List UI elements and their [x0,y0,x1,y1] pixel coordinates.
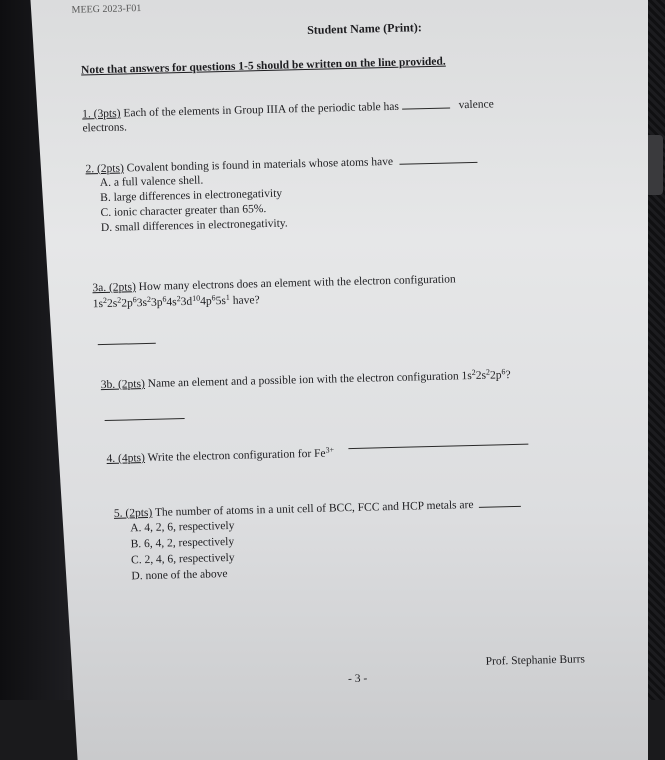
question-5-answer-line[interactable] [478,496,520,508]
question-1-label: 1. (3pts) [82,107,121,121]
question-2-answer-line[interactable] [400,152,478,165]
instructions-note: Note that answers for questions 1-5 should be written on the line provided. [80,55,446,77]
question-2-option-c: C. ionic character greater than 65%. [100,203,267,220]
question-1-answer-line[interactable] [402,97,450,109]
question-1-text-valence: valence [458,98,494,112]
question-4-answer-line[interactable] [348,444,528,449]
question-2-label: 2. (2pts) [85,162,124,176]
question-3b [101,368,511,393]
question-1-text-end: electrons. [82,121,128,135]
question-5-option-b: B. 6, 4, 2, respectively [130,535,235,551]
question-2-option-a: A. a full valence shell. [99,174,204,190]
question-3b-answer-line[interactable] [105,418,185,421]
question-1-text: Each of the elements in Group IIIA of the periodic table has [123,100,400,120]
question-4 [106,446,334,467]
question-3a-configuration: $1s^22s^22p^63s^23p^64s^23d^{10}4p^65s^1$ have? [92,292,260,311]
question-3a-label: 3a. (2pts) [92,281,136,295]
question-5-label: 5. (2pts) [113,506,153,520]
question-4-text: Write the electron configuration for Fe [147,447,326,464]
question-4-charge: 3+ [325,445,335,455]
question-3b-label: 3b. (2pts) [100,378,146,392]
question-5-option-a: A. 4, 2, 6, respectively [130,519,235,535]
question-2 [85,152,478,178]
question-5-text: The number of atoms in a unit cell of BCC, FCC and HCP metals are [154,499,474,519]
question-3a [92,272,456,296]
course-code: MEEG 2023-F01 [71,2,142,16]
professor-name: Prof. Stephanie Burrs [485,653,586,668]
question-3a-answer-line[interactable] [98,343,156,345]
question-2-text: Covalent bonding is found in materials whose atoms have [126,155,394,175]
question-2-option-b: B. large differences in electronegativity [100,187,283,205]
question-3a-text: How many electrons does an element with the electron configuration [138,273,456,294]
question-5 [114,496,521,522]
question-4-label: 4. (4pts) [106,452,146,465]
question-5-option-c: C. 2, 4, 6, respectively [130,551,235,567]
question-2-option-d: D. small differences in electronegativity. [100,217,288,235]
student-name-label: Student Name (Print): [306,20,422,37]
question-1 [82,96,494,122]
question-3b-text: Name an element and a possible ion with the electron configuration [147,370,459,390]
question-5-option-d: D. none of the above [131,568,228,583]
page-number: - 3 - [347,672,368,686]
question-3b-configuration: $1s^22s^22p^6$? [461,367,511,383]
